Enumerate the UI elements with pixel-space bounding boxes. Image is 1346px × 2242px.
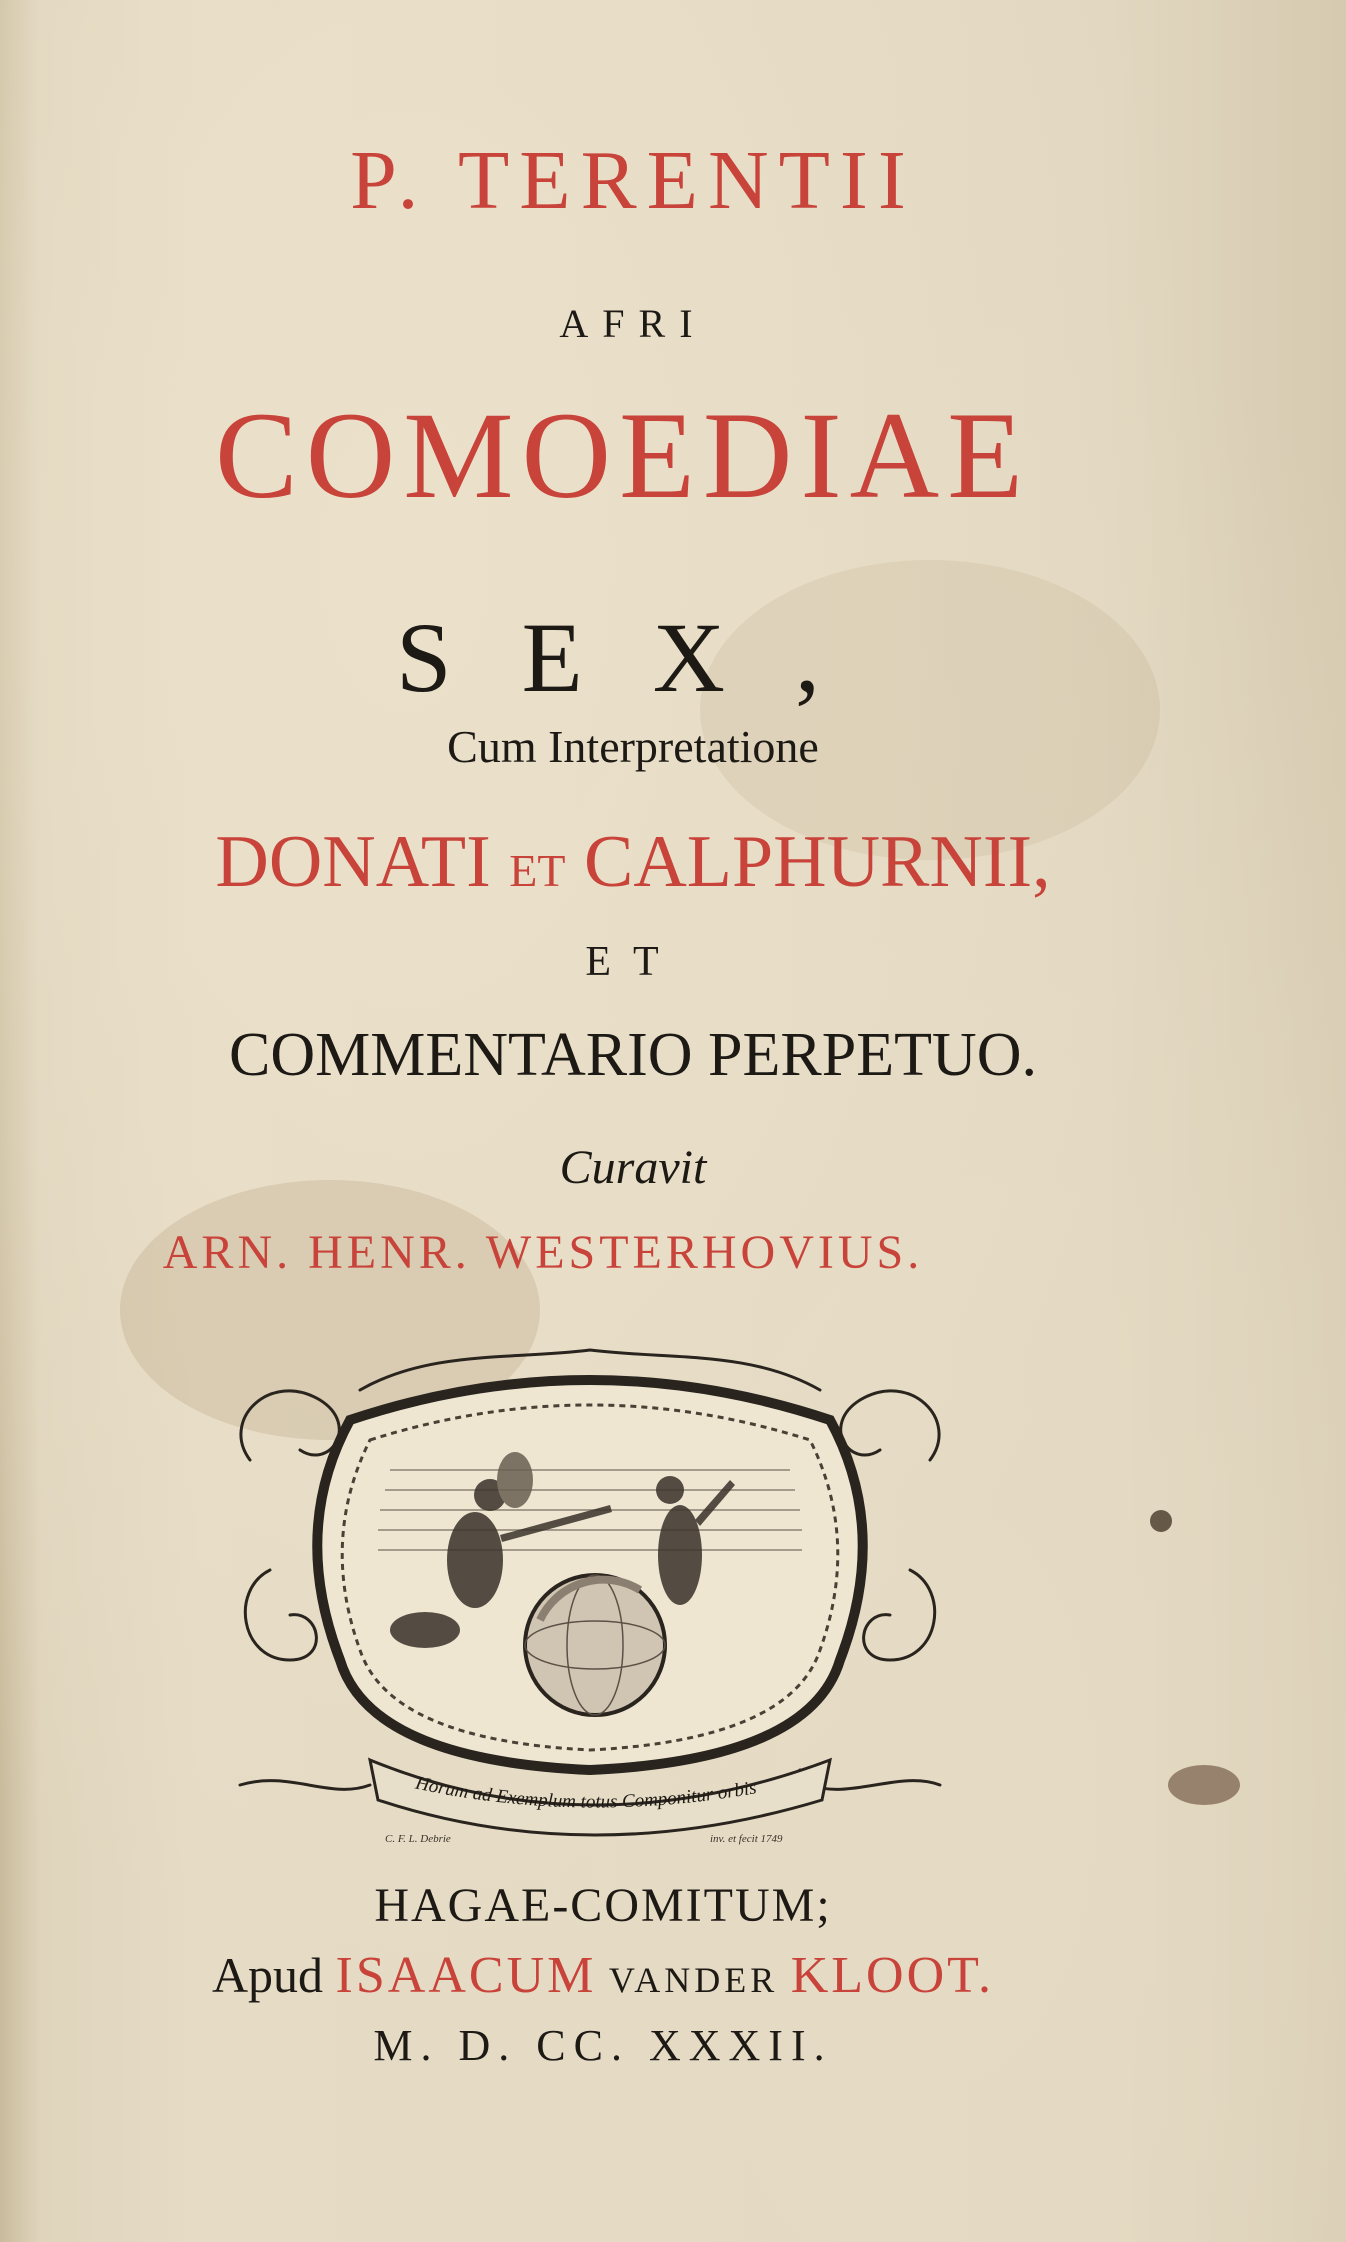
imprint-printer bbox=[0, 1946, 1276, 2005]
vignette-motto: Horum ad Exemplum totus Componitur orbis bbox=[413, 1772, 759, 1813]
imprint-apud: Apud bbox=[211, 1947, 324, 2003]
engraved-vignette bbox=[210, 1330, 970, 1850]
author-origin: AFRI bbox=[559, 301, 707, 346]
globe bbox=[525, 1575, 665, 1715]
work-title: COMOEDIAE bbox=[215, 387, 1031, 524]
commentator-donati: DONATI bbox=[215, 821, 491, 903]
editor-name: ARN. HENR. WESTERHOVIUS. bbox=[162, 1226, 924, 1279]
foxing-stain bbox=[1168, 1765, 1240, 1805]
work-count: SEX, bbox=[396, 602, 890, 713]
commentary-line: COMMENTARIO PERPETUO. bbox=[229, 1021, 1037, 1089]
conjunction-et: ET bbox=[509, 845, 566, 896]
printer-particle: VANDER bbox=[608, 1960, 779, 2000]
author-name: P. TERENTII bbox=[350, 134, 916, 227]
subtitle-line: Cum Interpretatione bbox=[447, 721, 819, 772]
engraver-signature: C. F. L. Debrie bbox=[385, 1833, 451, 1845]
commentator-calphurnii: CALPHURNII, bbox=[583, 821, 1051, 903]
curavit-line: Curavit bbox=[559, 1141, 707, 1194]
imprint-place: HAGAE-COMITUM; bbox=[374, 1879, 832, 1932]
printer-first-name: ISAACUM bbox=[335, 1947, 597, 2004]
printer-last-name: KLOOT. bbox=[790, 1947, 995, 2004]
conjunction-line: ET bbox=[585, 939, 681, 985]
foxing-stain bbox=[1150, 1510, 1172, 1532]
engraving-date: inv. et fecit 1749 bbox=[710, 1833, 783, 1845]
imprint-year: M. D. CC. XXXII. bbox=[373, 2021, 833, 2070]
commentators-line bbox=[0, 820, 1306, 905]
